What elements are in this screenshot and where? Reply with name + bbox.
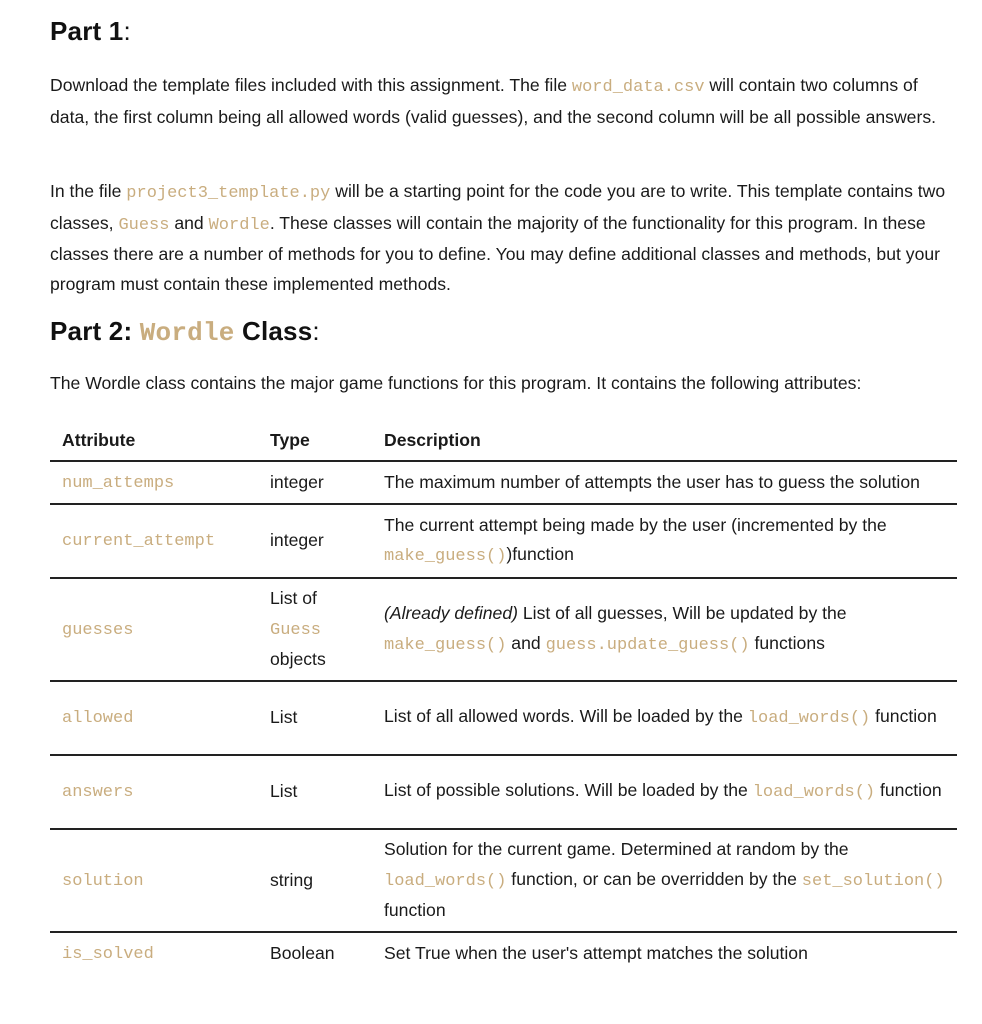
table-row [50,461,957,504]
attr-description: The maximum number of attempts the user has to guess the solution [384,471,920,492]
attr-description: List of possible solutions. Will be loaded by the load_words() function [384,780,942,803]
table-row [50,578,957,681]
table-row [50,681,957,755]
code-project3-template: project3_template.py [126,184,331,203]
part2-intro: The Wordle class contains the major game functions for this program. It contains the following attributes: [50,373,862,393]
part1-heading [50,16,131,47]
attr-description: Solution for the current game. Determined at random by the load_words() function, or can be overridden by the set_solution() function [384,839,945,921]
attr-name: current_attempt [62,532,216,552]
attr-name: guesses [62,620,134,640]
attr-name: answers [62,783,134,803]
part2-heading: Part 2: Wordle Class: [50,316,320,348]
attr-description: (Already defined) List of all guesses, Will be updated by the make_guess() and guess.update_guess() functions [384,603,847,655]
table-row [50,504,957,578]
table-row [50,829,957,932]
attr-description: List of all allowed words. Will be loaded by the load_words() function [384,706,937,729]
part1-paragraph-1: Download the template files included with this assignment. The file word_data.csv will contain two columns of data, the first column being all allowed words (valid guesses), and the second column will be all possible answers. [50,75,937,127]
attr-type: List [270,781,298,802]
attr-type: integer [270,530,324,551]
code-word-data-csv: word_data.csv [571,78,705,97]
attr-description: Set True when the user's attempt matches the solution [384,943,808,964]
table-header-row [50,420,957,461]
attr-name: allowed [62,709,134,729]
code-wordle-class: Wordle [208,215,270,235]
header-type: Type [270,429,310,450]
part1-title-colon: : [123,16,131,46]
attr-type: integer [270,471,324,492]
table-row [50,932,957,975]
attr-type: List [270,707,298,728]
attr-description: The current attempt being made by the user (incremented by the make_guess())function [384,514,887,566]
header-attribute: Attribute [62,429,136,450]
part1-title-label: Part 1 [50,16,124,46]
attr-type: Boolean [270,943,335,964]
part1-paragraph-2: In the file project3_template.py will be a starting point for the code you are to write. This template contains two classes, Guess and Wordle. These classes will contain the majority of the functionality for this program. In these classes there are a number of methods for you to define. You may define additional classes and methods, but your program must contain these implemented methods. [50,181,946,294]
code-guess-class: Guess [118,215,170,235]
table-row [50,755,957,829]
attributes-table [50,420,957,975]
part2-title-code: Wordle [139,318,235,348]
attr-type: List of Guess objects [270,588,326,670]
attr-name: solution [62,871,144,891]
attr-name: num_attemps [62,473,175,493]
header-description: Description [384,429,481,450]
attr-type: string [270,869,314,890]
attr-name: is_solved [62,945,154,965]
